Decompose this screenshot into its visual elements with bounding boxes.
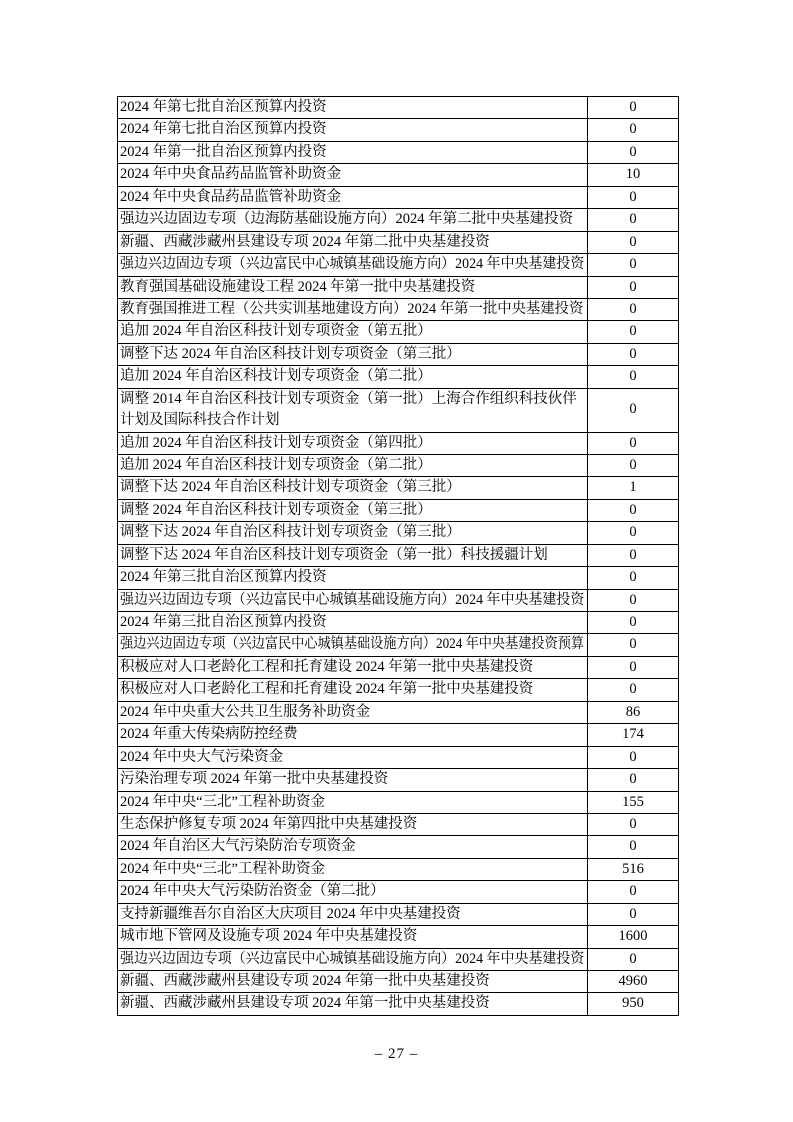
project-name: 2024 年第三批自治区预算内投资 bbox=[120, 614, 327, 630]
project-name-cell bbox=[118, 432, 588, 454]
amount-cell: 86 bbox=[588, 701, 679, 723]
table-row bbox=[118, 141, 679, 163]
project-name-cell bbox=[118, 881, 588, 903]
table-row bbox=[118, 701, 679, 723]
project-name-cell bbox=[118, 813, 588, 835]
amount-cell: 1600 bbox=[588, 926, 679, 948]
table-row bbox=[118, 388, 679, 432]
table-row bbox=[118, 813, 679, 835]
amount-cell: 0 bbox=[588, 298, 679, 320]
project-name-cell bbox=[118, 388, 588, 432]
project-name: 2024 年重大传染病防控经费 bbox=[120, 726, 298, 743]
project-name-cell bbox=[118, 209, 588, 231]
amount-cell: 0 bbox=[588, 769, 679, 791]
amount-cell: 0 bbox=[588, 231, 679, 253]
project-name-cell bbox=[118, 567, 588, 589]
project-name: 强边兴边固边专项（兴边富民中心城镇基础设施方向）2024 年中央基建投资 bbox=[120, 256, 585, 273]
amount-cell: 516 bbox=[588, 858, 679, 880]
table-row bbox=[118, 971, 679, 993]
project-name-cell bbox=[118, 119, 588, 141]
amount-cell: 0 bbox=[588, 679, 679, 701]
table-row bbox=[118, 769, 679, 791]
funds-table-body bbox=[118, 97, 679, 1016]
project-name-cell bbox=[118, 343, 588, 365]
table-row bbox=[118, 186, 679, 208]
table-row bbox=[118, 836, 679, 858]
table-row bbox=[118, 612, 679, 634]
project-name: 强边兴边固边专项（兴边富民中心城镇基础设施方向）2024 年中央基建投资 bbox=[120, 950, 585, 967]
project-name: 强边兴边固边专项（边海防基础设施方向）2024 年第二批中央基建投资 bbox=[120, 211, 574, 228]
project-name: 2024 年中央重大公共卫生服务补助资金 bbox=[120, 703, 371, 720]
table-row bbox=[118, 903, 679, 925]
project-name-cell bbox=[118, 141, 588, 163]
table-row bbox=[118, 993, 679, 1015]
amount-cell: 1 bbox=[588, 477, 679, 499]
table-row bbox=[118, 477, 679, 499]
project-name: 2024 年中央大气污染资金 bbox=[120, 748, 284, 765]
amount-cell: 0 bbox=[588, 343, 679, 365]
amount-cell: 0 bbox=[588, 746, 679, 768]
project-name-cell bbox=[118, 97, 588, 119]
amount-cell: 0 bbox=[588, 948, 679, 970]
project-name-cell bbox=[118, 858, 588, 880]
table-row bbox=[118, 858, 679, 880]
project-name: 追加 2024 年自治区科技计划专项资金（第四批） bbox=[120, 434, 432, 451]
amount-cell: 0 bbox=[588, 366, 679, 388]
project-name: 新疆、西藏涉藏州县建设专项 2024 年第二批中央基建投资 bbox=[120, 233, 490, 250]
amount-cell: 0 bbox=[588, 454, 679, 476]
page-number: – 27 – bbox=[374, 1046, 419, 1062]
project-name: 调整下达 2024 年自治区科技计划专项资金（第三批） bbox=[120, 345, 461, 362]
table-row bbox=[118, 454, 679, 476]
table-row bbox=[118, 499, 679, 521]
amount-cell: 0 bbox=[588, 589, 679, 611]
amount-cell: 0 bbox=[588, 141, 679, 163]
project-name-cell bbox=[118, 903, 588, 925]
table-row bbox=[118, 656, 679, 678]
amount-cell: 0 bbox=[588, 656, 679, 678]
table-row bbox=[118, 97, 679, 119]
table-row bbox=[118, 679, 679, 701]
amount-cell: 950 bbox=[588, 993, 679, 1015]
amount-cell: 0 bbox=[588, 567, 679, 589]
project-name-cell bbox=[118, 926, 588, 948]
project-name: 新疆、西藏涉藏州县建设专项 2024 年第一批中央基建投资 bbox=[120, 973, 490, 989]
project-name: 污染治理专项 2024 年第一批中央基建投资 bbox=[120, 771, 389, 788]
table-row bbox=[118, 432, 679, 454]
amount-cell: 0 bbox=[588, 881, 679, 903]
amount-cell: 0 bbox=[588, 388, 679, 432]
table-row bbox=[118, 881, 679, 903]
project-name: 2024 年中央“三北”工程补助资金 bbox=[120, 860, 325, 877]
amount-cell: 0 bbox=[588, 813, 679, 835]
table-row bbox=[118, 276, 679, 298]
project-name-cell bbox=[118, 634, 588, 656]
project-name-cell bbox=[118, 164, 588, 186]
amount-cell: 0 bbox=[588, 209, 679, 231]
project-name-cell bbox=[118, 993, 588, 1015]
project-name-cell bbox=[118, 254, 588, 276]
table-row bbox=[118, 298, 679, 320]
project-name: 城市地下管网及设施专项 2024 年中央基建投资 bbox=[120, 928, 418, 945]
project-name-cell bbox=[118, 544, 588, 566]
amount-cell: 0 bbox=[588, 432, 679, 454]
table-row bbox=[118, 724, 679, 746]
amount-cell: 0 bbox=[588, 612, 679, 634]
amount-cell: 174 bbox=[588, 724, 679, 746]
amount-cell: 155 bbox=[588, 791, 679, 813]
project-name-cell bbox=[118, 836, 588, 858]
amount-cell: 0 bbox=[588, 254, 679, 276]
amount-cell: 10 bbox=[588, 164, 679, 186]
table-row bbox=[118, 522, 679, 544]
project-name-cell bbox=[118, 589, 588, 611]
table-row bbox=[118, 321, 679, 343]
amount-cell: 0 bbox=[588, 119, 679, 141]
project-name-cell bbox=[118, 186, 588, 208]
table-row bbox=[118, 746, 679, 768]
project-name-cell bbox=[118, 499, 588, 521]
project-name: 新疆、西藏涉藏州县建设专项 2024 年第一批中央基建投资 bbox=[120, 995, 490, 1012]
project-name: 强边兴边固边专项（兴边富民中心城镇基础设施方向）2024 年中央基建投资 bbox=[120, 591, 585, 608]
project-name: 支持新疆维吾尔自治区大庆项目 2024 年中央基建投资 bbox=[120, 905, 461, 922]
project-name: 追加 2024 年自治区科技计划专项资金（第二批） bbox=[120, 456, 432, 473]
table-row bbox=[118, 164, 679, 186]
project-name: 2024 年第一批自治区预算内投资 bbox=[120, 143, 327, 160]
project-name: 生态保护修复专项 2024 年第四批中央基建投资 bbox=[120, 815, 418, 832]
table-row bbox=[118, 544, 679, 566]
table-row bbox=[118, 926, 679, 948]
project-name: 调整 2024 年自治区科技计划专项资金（第三批） bbox=[120, 501, 432, 518]
project-name: 强边兴边固边专项（兴边富民中心城镇基础设施方向）2024 年中央基建投资预算 bbox=[120, 636, 585, 653]
project-name: 追加 2024 年自治区科技计划专项资金（第五批） bbox=[120, 323, 432, 340]
project-name-cell bbox=[118, 948, 588, 970]
project-name-cell bbox=[118, 321, 588, 343]
table-row bbox=[118, 634, 679, 656]
project-name-cell bbox=[118, 276, 588, 298]
project-name: 教育强国基础设施建设工程 2024 年第一批中央基建投资 bbox=[120, 278, 476, 295]
project-name: 2024 年中央大气污染防治资金（第二批） bbox=[120, 883, 385, 900]
project-name: 2024 年中央食品药品监管补助资金 bbox=[120, 188, 342, 205]
amount-cell: 0 bbox=[588, 321, 679, 343]
project-name-cell bbox=[118, 679, 588, 701]
table-row bbox=[118, 791, 679, 813]
amount-cell: 4960 bbox=[588, 971, 679, 993]
table-row bbox=[118, 948, 679, 970]
amount-cell: 0 bbox=[588, 186, 679, 208]
project-name: 追加 2024 年自治区科技计划专项资金（第二批） bbox=[120, 368, 432, 385]
table-row bbox=[118, 343, 679, 365]
project-name: 积极应对人口老龄化工程和托育建设 2024 年第一批中央基建投资 bbox=[120, 681, 534, 698]
project-name: 2024 年中央食品药品监管补助资金 bbox=[120, 166, 342, 183]
amount-cell: 0 bbox=[588, 97, 679, 119]
project-name-cell bbox=[118, 701, 588, 723]
project-name-cell bbox=[118, 971, 588, 993]
amount-cell: 0 bbox=[588, 522, 679, 544]
project-name-cell bbox=[118, 746, 588, 768]
project-name: 2024 年第七批自治区预算内投资 bbox=[120, 121, 327, 138]
table-row bbox=[118, 209, 679, 231]
project-name-cell bbox=[118, 769, 588, 791]
amount-cell: 0 bbox=[588, 276, 679, 298]
table-row bbox=[118, 366, 679, 388]
project-name: 2024 年自治区大气污染防治专项资金 bbox=[120, 838, 356, 855]
amount-cell: 0 bbox=[588, 499, 679, 521]
project-name-cell bbox=[118, 724, 588, 746]
table-row bbox=[118, 254, 679, 276]
project-name: 2024 年第七批自治区预算内投资 bbox=[120, 99, 327, 115]
project-name-cell bbox=[118, 477, 588, 499]
project-name-cell bbox=[118, 522, 588, 544]
project-name: 调整下达 2024 年自治区科技计划专项资金（第三批） bbox=[120, 479, 461, 496]
project-name-cell bbox=[118, 791, 588, 813]
funds-table bbox=[117, 96, 679, 1016]
table-row bbox=[118, 567, 679, 589]
project-name: 2024 年第三批自治区预算内投资 bbox=[120, 569, 327, 586]
amount-cell: 0 bbox=[588, 544, 679, 566]
table-row bbox=[118, 231, 679, 253]
project-name: 调整下达 2024 年自治区科技计划专项资金（第一批）科技援疆计划 bbox=[120, 546, 548, 563]
project-name-cell bbox=[118, 612, 588, 634]
project-name: 积极应对人口老龄化工程和托育建设 2024 年第一批中央基建投资 bbox=[120, 658, 534, 675]
project-name-cell bbox=[118, 231, 588, 253]
amount-cell: 0 bbox=[588, 903, 679, 925]
project-name-cell bbox=[118, 298, 588, 320]
project-name-cell bbox=[118, 454, 588, 476]
project-name: 2024 年中央“三北”工程补助资金 bbox=[120, 793, 325, 810]
table-row bbox=[118, 589, 679, 611]
table-row bbox=[118, 119, 679, 141]
project-name: 调整 2014 年自治区科技计划专项资金（第一批）上海合作组织科技伙伴计划及国际科技合作计划 bbox=[120, 390, 577, 429]
amount-cell: 0 bbox=[588, 634, 679, 656]
project-name-cell bbox=[118, 366, 588, 388]
project-name-cell bbox=[118, 656, 588, 678]
project-name: 调整下达 2024 年自治区科技计划专项资金（第三批） bbox=[120, 524, 461, 541]
project-name: 教育强国推进工程（公共实训基地建设方向）2024 年第一批中央基建投资 bbox=[120, 300, 584, 317]
amount-cell: 0 bbox=[588, 836, 679, 858]
